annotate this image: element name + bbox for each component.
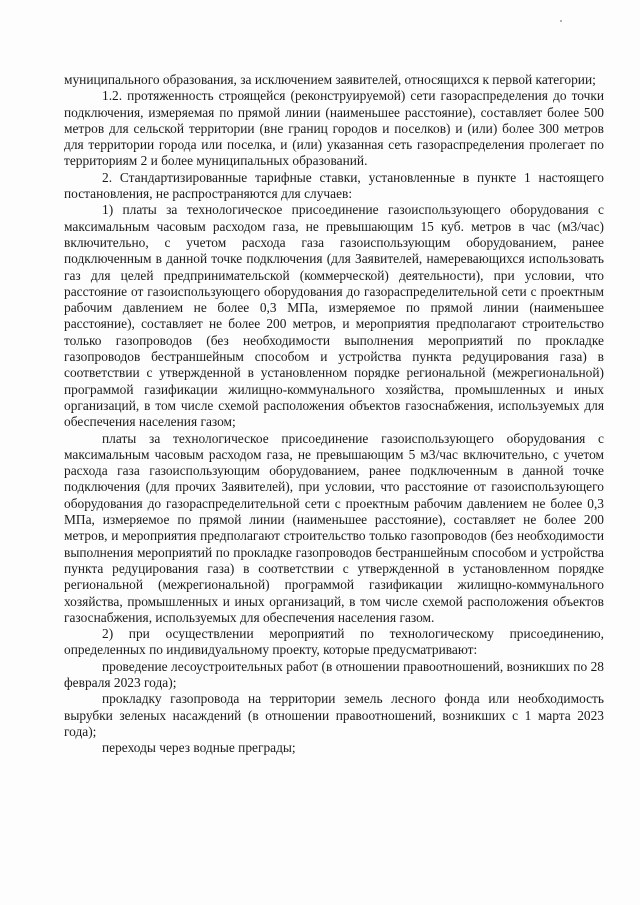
- scan-speck: [560, 20, 562, 22]
- paragraph: 1.2. протяженность строящейся (реконструируемой) сети газораспределения до точки подключения, измеряемая по прямой линии (наименьшее расстояние), составляет более 500 метров для сельской территории (вне границ городов и поселков) и (или) более 300 метров для территории города или поселка, и (или) указанная сеть газораспределения пролегает по территориям 2 и более муниципальных образований.: [64, 88, 604, 169]
- paragraph: 2. Стандартизированные тарифные ставки, установленные в пункте 1 настоящего постановления, не распространяются для случаев:: [64, 169, 604, 202]
- paragraph: муниципального образования, за исключением заявителей, относящихся к первой категории;: [64, 72, 596, 87]
- document-body: [64, 72, 604, 756]
- paragraph: прокладку газопровода на территории земель лесного фонда или необходимость вырубки зеленых насаждений (в отношении правоотношений, возникших с 1 марта 2023 года);: [64, 691, 604, 739]
- paragraph: 2) при осуществлении мероприятий по технологическому присоединению, определенных по индивидуальному проекту, которые предусматривают:: [64, 626, 604, 658]
- paragraph: платы за технологическое присоединение газоиспользующего оборудования с максимальным часовым расходом газа, не превышающим 5 м3/час включительно, с учетом расхода газа газоиспользующим оборудованием, ранее подключенным в данной точке подключения (для прочих Заявителей), при условии, что расстояние от газоиспользующего оборудования до газораспределительной сети с проектным рабочим давлением не более 0,3 МПа, измеряемое по прямой линии (наименьшее расстояние), составляет не более 200 метров, и мероприятия предполагают строительство только газопроводов (без необходимости выполнения мероприятий по прокладке газопроводов бестраншейным способом и устройства пункта редуцирования газа) в соответствии с утвержденной в установленном порядке региональной (межрегиональной) программой газификации жилищно-коммунального хозяйства, промышленных и иных организаций, в том числе схемой расположения объектов газоснабжения, используемых для обеспечения населения газом.: [64, 430, 604, 625]
- paragraph: переходы через водные преграды;: [102, 740, 296, 756]
- paragraph: проведение лесоустроительных работ (в отношении правоотношений, возникших по 28 февраля 2023 года);: [64, 658, 604, 690]
- paragraph: 1) платы за технологическое присоединение газоиспользующего оборудования с максимальным часовым расходом газа, не превышающим 15 куб. метров в час (м3/час) включительно, с учетом расхода газа газоиспользующим оборудованием, ранее подключенным в данной точке подключения (для Заявителей, намеревающихся использовать газ для целей предпринимательской (коммерческой) деятельности), при условии, что расстояние от газоиспользующего оборудования до газораспределительной сети с проектным рабочим давлением не более 0,3 МПа, измеряемое по прямой линии (наименьшее расстояние), составляет не более 200 метров, и мероприятия предполагают строительство только газопроводов (без необходимости выполнения мероприятий по прокладке газопроводов бестраншейным способом и устройства пункта редуцирования газа) в соответствии с утвержденной в установленном порядке региональной (межрегиональной) программой газификации жилищно-коммунального хозяйства, промышленных и иных организаций, в том числе схемой расположения объектов газоснабжения, используемых для обеспечения населения газом;: [64, 202, 604, 430]
